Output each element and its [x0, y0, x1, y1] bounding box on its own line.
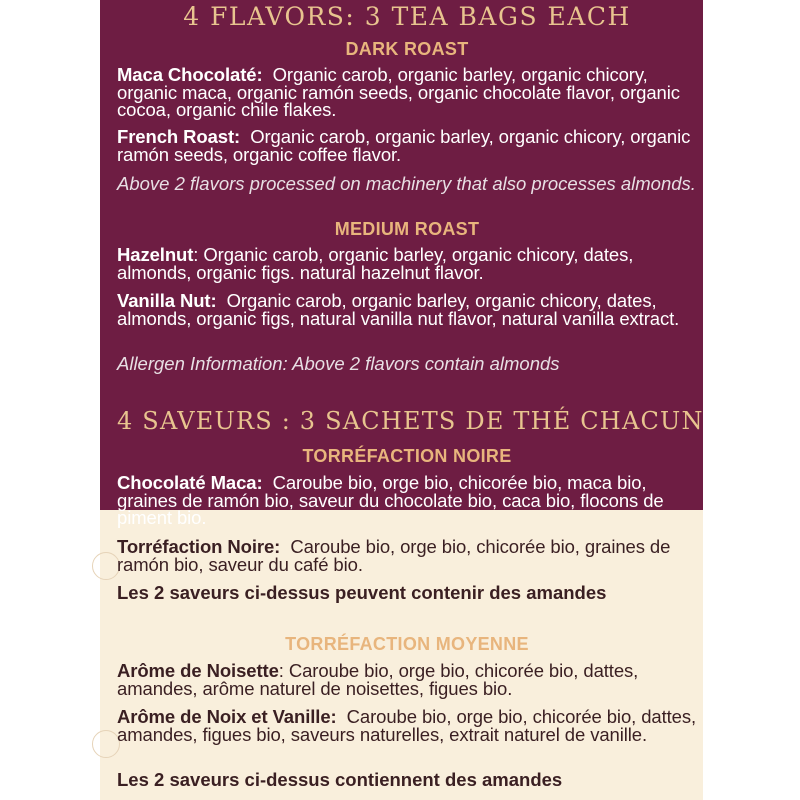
flavor-ingredients: Caroube bio, orge bio, chicorée bio, maca bio, graines de ramón bio, saveur du chocolate bio, caca bio, flocons de piment bio.: [117, 472, 664, 528]
dark-roast-title: DARK ROAST: [345, 39, 469, 59]
saveur-noisette: [117, 662, 697, 697]
flavor-name: Hazelnut: [117, 244, 194, 265]
flavor-hazelnut: [117, 246, 697, 281]
flavor-ingredients: Caroube bio, orge bio, chicorée bio, graines de ramón bio, saveur du café bio.: [117, 536, 671, 575]
flavor-ingredients: : Caroube bio, orge bio, chicorée bio, dattes, amandes, arôme naturel de noisettes, figues bio.: [117, 660, 639, 699]
medium-roast-note: Allergen Information: Above 2 flavors contain almonds: [117, 353, 560, 374]
flavor-maca-chocolate: [117, 66, 697, 119]
saveur-noix-vanille: [117, 708, 697, 743]
flavor-ingredients: Organic carob, organic barley, organic chicory, organic ramón seeds, organic coffee flavor.: [117, 126, 691, 165]
flavor-name: Torréfaction Noire:: [117, 536, 281, 557]
flavor-ingredients: : Organic carob, organic barley, organic chicory, dates, almonds, organic figs. natural hazelnut flavor.: [117, 244, 634, 283]
flavor-vanilla-nut: [117, 292, 697, 327]
torrefaction-moyenne-note: Les 2 saveurs ci-dessus contiennent des amandes: [117, 769, 563, 790]
flavor-ingredients: Organic carob, organic barley, organic chicory, dates, almonds, organic figs, natural vanilla nut flavor, natural vanilla extract.: [117, 290, 680, 329]
flavor-name: Arôme de Noix et Vanille:: [117, 706, 337, 727]
flavor-name: French Roast:: [117, 126, 241, 147]
flavor-name: Vanilla Nut:: [117, 290, 217, 311]
flavor-ingredients: Organic carob, organic barley, organic chicory, organic maca, organic ramón seeds, organic chocolate flavor, organic cocoa, organic chile flakes.: [117, 64, 680, 120]
flavor-name: Arôme de Noisette: [117, 660, 279, 681]
dark-roast-note: Above 2 flavors processed on machinery that also processes almonds.: [117, 173, 696, 194]
french-heading: 4 SAVEURS : 3 SACHETS DE THÉ CHACUN: [117, 407, 704, 435]
decorative-swirl-icon: [92, 730, 120, 758]
decorative-swirl-icon: [92, 552, 120, 580]
torrefaction-moyenne-title: TORRÉFACTION MOYENNE: [285, 634, 529, 654]
saveur-chocolate-maca: [117, 474, 697, 527]
torrefaction-noire-title: TORRÉFACTION NOIRE: [302, 446, 512, 466]
flavor-french-roast: [117, 128, 697, 163]
flavor-name: Chocolaté Maca:: [117, 472, 263, 493]
flavor-ingredients: Caroube bio, orge bio, chicorée bio, dattes, amandes, figues bio, saveurs naturelles, extrait naturel de vanille.: [117, 706, 697, 745]
saveur-torrefaction-noire: [117, 538, 697, 573]
english-heading: 4 FLAVORS: 3 TEA BAGS EACH: [183, 2, 631, 31]
medium-roast-title: MEDIUM ROAST: [334, 219, 480, 239]
flavor-name: Maca Chocolaté:: [117, 64, 263, 85]
torrefaction-noire-note: Les 2 saveurs ci-dessus peuvent contenir des amandes: [117, 582, 607, 603]
